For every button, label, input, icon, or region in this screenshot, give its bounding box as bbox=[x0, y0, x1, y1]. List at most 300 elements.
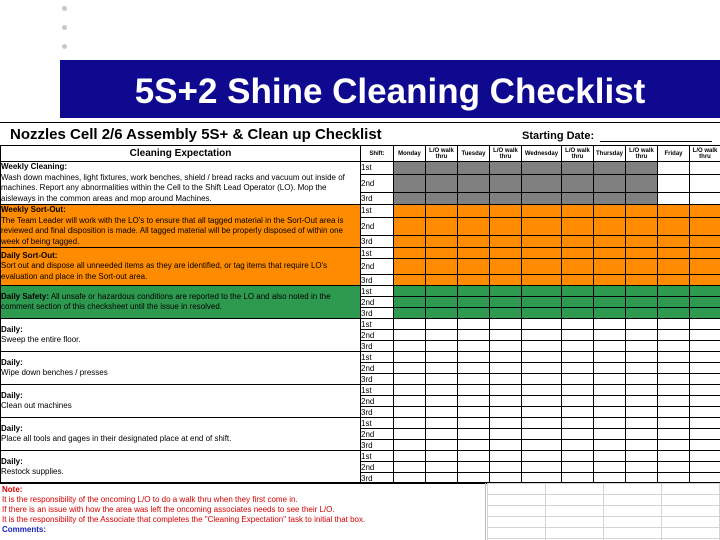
note-line: It is the responsibility of the oncoming L/O to do a walk thru when they first come in. bbox=[2, 495, 298, 504]
table-row bbox=[1, 205, 720, 218]
initial-box[interactable] bbox=[426, 308, 458, 319]
initial-box[interactable] bbox=[522, 451, 562, 462]
initial-box[interactable] bbox=[690, 286, 720, 297]
initial-box[interactable] bbox=[658, 363, 690, 374]
initial-box[interactable] bbox=[594, 462, 626, 473]
initial-box[interactable] bbox=[458, 407, 490, 418]
table-row bbox=[1, 319, 720, 330]
shift-cell: 3rd bbox=[361, 407, 394, 418]
task-title: Weekly Cleaning: bbox=[1, 162, 68, 171]
initial-box[interactable] bbox=[690, 248, 720, 259]
initial-box[interactable] bbox=[658, 162, 690, 175]
initial-box[interactable] bbox=[658, 308, 690, 319]
initial-box[interactable] bbox=[426, 259, 458, 275]
initial-box[interactable] bbox=[594, 217, 626, 236]
initial-box[interactable] bbox=[626, 396, 658, 407]
initial-box[interactable] bbox=[594, 407, 626, 418]
initial-box[interactable] bbox=[562, 162, 594, 175]
initial-box[interactable] bbox=[522, 193, 562, 205]
initial-box[interactable] bbox=[690, 193, 720, 205]
initial-box[interactable] bbox=[626, 407, 658, 418]
initial-box[interactable] bbox=[522, 286, 562, 297]
initial-box[interactable] bbox=[562, 440, 594, 451]
initial-box[interactable] bbox=[594, 275, 626, 286]
initial-box[interactable] bbox=[562, 385, 594, 396]
initial-box[interactable] bbox=[658, 451, 690, 462]
sheet-title: Nozzles Cell 2/6 Assembly 5S+ & Clean up Checklist bbox=[10, 126, 382, 143]
initial-box[interactable] bbox=[426, 429, 458, 440]
initial-box[interactable] bbox=[394, 396, 426, 407]
initial-box[interactable] bbox=[458, 451, 490, 462]
initial-box[interactable] bbox=[394, 363, 426, 374]
initial-box[interactable] bbox=[594, 319, 626, 330]
initial-box[interactable] bbox=[490, 162, 522, 175]
initial-box[interactable] bbox=[426, 451, 458, 462]
initial-box[interactable] bbox=[658, 236, 690, 248]
initial-box[interactable] bbox=[594, 341, 626, 352]
shift-cell: 3rd bbox=[361, 236, 394, 248]
initial-box[interactable] bbox=[426, 363, 458, 374]
initial-box[interactable] bbox=[658, 193, 690, 205]
shift-cell: 3rd bbox=[361, 440, 394, 451]
initial-box[interactable] bbox=[562, 297, 594, 308]
initial-box[interactable] bbox=[490, 319, 522, 330]
initial-box[interactable] bbox=[458, 162, 490, 175]
initial-box[interactable] bbox=[594, 330, 626, 341]
shift-cell: 1st bbox=[361, 319, 394, 330]
initial-box[interactable] bbox=[658, 462, 690, 473]
initial-box[interactable] bbox=[690, 308, 720, 319]
task-title: Daily Sort-Out: bbox=[1, 250, 58, 260]
initial-box[interactable] bbox=[522, 462, 562, 473]
initial-box[interactable] bbox=[690, 407, 720, 418]
table-row bbox=[1, 385, 720, 396]
initial-box[interactable] bbox=[458, 429, 490, 440]
initial-box[interactable] bbox=[490, 451, 522, 462]
initial-box[interactable] bbox=[426, 174, 458, 193]
initial-box[interactable] bbox=[626, 174, 658, 193]
initial-box[interactable] bbox=[690, 205, 720, 218]
initial-box[interactable] bbox=[594, 374, 626, 385]
initial-box[interactable] bbox=[458, 385, 490, 396]
table-row bbox=[1, 286, 720, 297]
initial-box[interactable] bbox=[658, 330, 690, 341]
initial-box[interactable] bbox=[394, 385, 426, 396]
initial-box[interactable] bbox=[394, 217, 426, 236]
initial-box[interactable] bbox=[458, 330, 490, 341]
initial-box[interactable] bbox=[594, 193, 626, 205]
initial-box[interactable] bbox=[594, 429, 626, 440]
initial-box[interactable] bbox=[658, 385, 690, 396]
task-description: All unsafe or hazardous conditions are reported to the LO and also noted in the comment section of this checksheet until the issue in resolved. bbox=[1, 291, 331, 311]
initial-box[interactable] bbox=[658, 440, 690, 451]
initial-box[interactable] bbox=[594, 286, 626, 297]
initial-box[interactable] bbox=[490, 352, 522, 363]
initial-box[interactable] bbox=[522, 308, 562, 319]
initial-box[interactable] bbox=[490, 308, 522, 319]
shift-cell: 1st bbox=[361, 162, 394, 175]
initial-box[interactable] bbox=[562, 363, 594, 374]
initial-box[interactable] bbox=[426, 162, 458, 175]
initial-box[interactable] bbox=[658, 418, 690, 429]
initial-box[interactable] bbox=[490, 205, 522, 218]
initial-box[interactable] bbox=[426, 248, 458, 259]
initial-box[interactable] bbox=[394, 462, 426, 473]
initial-box[interactable] bbox=[426, 275, 458, 286]
initial-box[interactable] bbox=[562, 286, 594, 297]
initial-box[interactable] bbox=[690, 440, 720, 451]
day-header: Friday bbox=[658, 146, 690, 162]
initial-box[interactable] bbox=[690, 330, 720, 341]
initial-box[interactable] bbox=[562, 205, 594, 218]
initial-box[interactable] bbox=[690, 259, 720, 275]
initial-box[interactable] bbox=[522, 352, 562, 363]
initial-box[interactable] bbox=[522, 275, 562, 286]
initial-box[interactable] bbox=[394, 308, 426, 319]
bullet-dot bbox=[62, 44, 67, 49]
initial-box[interactable] bbox=[394, 418, 426, 429]
initial-box[interactable] bbox=[522, 407, 562, 418]
initial-box[interactable] bbox=[562, 451, 594, 462]
initial-box[interactable] bbox=[594, 451, 626, 462]
initial-box[interactable] bbox=[522, 297, 562, 308]
table-row bbox=[1, 352, 720, 363]
initial-box[interactable] bbox=[490, 462, 522, 473]
initial-box[interactable] bbox=[458, 308, 490, 319]
day-header: Thursday bbox=[594, 146, 626, 162]
initial-box[interactable] bbox=[690, 217, 720, 236]
initial-box[interactable] bbox=[626, 205, 658, 218]
initial-box[interactable] bbox=[458, 248, 490, 259]
initial-box[interactable] bbox=[562, 407, 594, 418]
initial-box[interactable] bbox=[690, 462, 720, 473]
initial-box[interactable] bbox=[426, 462, 458, 473]
initial-box[interactable] bbox=[522, 174, 562, 193]
initial-box[interactable] bbox=[594, 297, 626, 308]
initial-box[interactable] bbox=[458, 418, 490, 429]
initial-box[interactable] bbox=[690, 341, 720, 352]
initial-box[interactable] bbox=[522, 162, 562, 175]
initial-box[interactable] bbox=[626, 217, 658, 236]
initial-box[interactable] bbox=[394, 451, 426, 462]
initial-box[interactable] bbox=[490, 297, 522, 308]
initial-box[interactable] bbox=[594, 363, 626, 374]
initial-box[interactable] bbox=[658, 297, 690, 308]
initial-box[interactable] bbox=[626, 319, 658, 330]
initial-box[interactable] bbox=[426, 205, 458, 218]
initial-box[interactable] bbox=[562, 308, 594, 319]
initial-box[interactable] bbox=[394, 407, 426, 418]
initial-box[interactable] bbox=[690, 162, 720, 175]
initial-box[interactable] bbox=[490, 341, 522, 352]
initial-box[interactable] bbox=[658, 429, 690, 440]
initial-box[interactable] bbox=[458, 352, 490, 363]
initial-box[interactable] bbox=[394, 297, 426, 308]
initial-box[interactable] bbox=[394, 341, 426, 352]
initial-box[interactable] bbox=[394, 162, 426, 175]
initial-box[interactable] bbox=[522, 396, 562, 407]
initial-box[interactable] bbox=[594, 174, 626, 193]
initial-box[interactable] bbox=[594, 396, 626, 407]
initial-box[interactable] bbox=[394, 236, 426, 248]
initial-box[interactable] bbox=[490, 217, 522, 236]
initial-box[interactable] bbox=[458, 462, 490, 473]
initial-box[interactable] bbox=[562, 352, 594, 363]
initial-box[interactable] bbox=[562, 236, 594, 248]
initial-box[interactable] bbox=[690, 352, 720, 363]
initial-box[interactable] bbox=[426, 396, 458, 407]
initial-box[interactable] bbox=[562, 193, 594, 205]
initial-box[interactable] bbox=[426, 193, 458, 205]
initial-box[interactable] bbox=[458, 319, 490, 330]
initial-box[interactable] bbox=[394, 352, 426, 363]
initial-box[interactable] bbox=[658, 259, 690, 275]
initial-box[interactable] bbox=[562, 374, 594, 385]
note-label: Note: bbox=[2, 485, 23, 494]
initial-box[interactable] bbox=[426, 297, 458, 308]
initial-box[interactable] bbox=[626, 451, 658, 462]
initial-box[interactable] bbox=[690, 319, 720, 330]
initial-box[interactable] bbox=[490, 259, 522, 275]
initial-box[interactable] bbox=[658, 174, 690, 193]
initial-box[interactable] bbox=[426, 217, 458, 236]
initial-box[interactable] bbox=[490, 407, 522, 418]
initial-box[interactable] bbox=[522, 440, 562, 451]
initial-box[interactable] bbox=[626, 374, 658, 385]
initial-box[interactable] bbox=[626, 286, 658, 297]
initial-box[interactable] bbox=[658, 205, 690, 218]
initial-box[interactable] bbox=[394, 286, 426, 297]
initial-box[interactable] bbox=[562, 275, 594, 286]
initial-box[interactable] bbox=[522, 205, 562, 218]
initial-box[interactable] bbox=[690, 236, 720, 248]
initial-box[interactable] bbox=[562, 462, 594, 473]
initial-box[interactable] bbox=[690, 174, 720, 193]
initial-box[interactable] bbox=[658, 352, 690, 363]
initial-box[interactable] bbox=[658, 248, 690, 259]
initial-box[interactable] bbox=[458, 374, 490, 385]
initial-box[interactable] bbox=[394, 205, 426, 218]
initial-box[interactable] bbox=[626, 462, 658, 473]
initial-box[interactable] bbox=[458, 286, 490, 297]
shift-cell: 1st bbox=[361, 205, 394, 218]
initial-box[interactable] bbox=[626, 363, 658, 374]
initial-box[interactable] bbox=[690, 363, 720, 374]
initial-box[interactable] bbox=[490, 193, 522, 205]
initial-box[interactable] bbox=[690, 451, 720, 462]
initial-box[interactable] bbox=[690, 275, 720, 286]
initial-box[interactable] bbox=[594, 385, 626, 396]
initial-box[interactable] bbox=[490, 418, 522, 429]
initial-box[interactable] bbox=[426, 319, 458, 330]
initial-box[interactable] bbox=[426, 418, 458, 429]
comments-grid[interactable] bbox=[487, 483, 720, 540]
initial-box[interactable] bbox=[426, 407, 458, 418]
shift-cell: 2nd bbox=[361, 462, 394, 473]
initial-box[interactable] bbox=[626, 341, 658, 352]
task-description: Clean out machines bbox=[1, 401, 72, 410]
initial-box[interactable] bbox=[626, 352, 658, 363]
initial-box[interactable] bbox=[394, 174, 426, 193]
initial-box[interactable] bbox=[490, 275, 522, 286]
initial-box[interactable] bbox=[458, 205, 490, 218]
initial-box[interactable] bbox=[626, 193, 658, 205]
initial-box[interactable] bbox=[658, 407, 690, 418]
initial-box[interactable] bbox=[426, 440, 458, 451]
initial-box[interactable] bbox=[658, 217, 690, 236]
task-title: Daily: bbox=[1, 456, 23, 466]
shift-cell: 3rd bbox=[361, 275, 394, 286]
initial-box[interactable] bbox=[626, 418, 658, 429]
initial-box[interactable] bbox=[426, 385, 458, 396]
initial-box[interactable] bbox=[490, 374, 522, 385]
initial-box[interactable] bbox=[626, 308, 658, 319]
starting-date-field[interactable] bbox=[600, 141, 712, 142]
initial-box[interactable] bbox=[690, 374, 720, 385]
initial-box[interactable] bbox=[522, 385, 562, 396]
initial-box[interactable] bbox=[394, 248, 426, 259]
bullet-list bbox=[62, 6, 67, 63]
initial-box[interactable] bbox=[626, 330, 658, 341]
initial-box[interactable] bbox=[394, 193, 426, 205]
initial-box[interactable] bbox=[522, 248, 562, 259]
initial-box[interactable] bbox=[658, 374, 690, 385]
initial-box[interactable] bbox=[490, 174, 522, 193]
initial-box[interactable] bbox=[522, 374, 562, 385]
initial-box[interactable] bbox=[562, 259, 594, 275]
initial-box[interactable] bbox=[658, 319, 690, 330]
initial-box[interactable] bbox=[522, 429, 562, 440]
task-title: Daily: bbox=[1, 357, 23, 367]
initial-box[interactable] bbox=[594, 440, 626, 451]
task-description: Wash down machines, light fixtures, work benches, shield / bread racks and vacuum out inside of machines. Report any abnormalities within the Cell to the Shift Lead Operator (LO). Mop the aisleways in the common areas and mop around Machines. bbox=[1, 172, 345, 203]
comments-label: Comments: bbox=[2, 525, 47, 534]
initial-box[interactable] bbox=[426, 236, 458, 248]
initial-box[interactable] bbox=[658, 396, 690, 407]
initial-box[interactable] bbox=[522, 217, 562, 236]
initial-box[interactable] bbox=[626, 275, 658, 286]
initial-box[interactable] bbox=[458, 396, 490, 407]
cleaning-expectation-header: Cleaning Expectation bbox=[1, 146, 361, 162]
initial-box[interactable] bbox=[626, 440, 658, 451]
initial-box[interactable] bbox=[626, 297, 658, 308]
initial-box[interactable] bbox=[690, 396, 720, 407]
initial-box[interactable] bbox=[690, 297, 720, 308]
initial-box[interactable] bbox=[562, 341, 594, 352]
initial-box[interactable] bbox=[426, 330, 458, 341]
initial-box[interactable] bbox=[490, 236, 522, 248]
initial-box[interactable] bbox=[562, 174, 594, 193]
initial-box[interactable] bbox=[522, 418, 562, 429]
initial-box[interactable] bbox=[594, 418, 626, 429]
initial-box[interactable] bbox=[458, 193, 490, 205]
initial-box[interactable] bbox=[458, 440, 490, 451]
initial-box[interactable] bbox=[562, 330, 594, 341]
initial-box[interactable] bbox=[458, 363, 490, 374]
task-description: The Team Leader will work with the LO's to ensure that all tagged material in the Sort-Out area is reviewed and final disposition is made. All tagged material will be properly disposed of within one week of being tagged. bbox=[1, 215, 344, 246]
initial-box[interactable] bbox=[490, 330, 522, 341]
task-description: Sort out and dispose all unneeded items as they are identified, or tag items that require LO's evaluation and place in the Sort-out area. bbox=[1, 261, 328, 281]
initial-box[interactable] bbox=[394, 330, 426, 341]
initial-box[interactable] bbox=[658, 341, 690, 352]
shift-cell: 3rd bbox=[361, 473, 394, 484]
initial-box[interactable] bbox=[562, 418, 594, 429]
initial-box[interactable] bbox=[458, 236, 490, 248]
initial-box[interactable] bbox=[594, 352, 626, 363]
initial-box[interactable] bbox=[658, 286, 690, 297]
initial-box[interactable] bbox=[458, 341, 490, 352]
initial-box[interactable] bbox=[690, 418, 720, 429]
initial-box[interactable] bbox=[594, 236, 626, 248]
initial-box[interactable] bbox=[426, 374, 458, 385]
initial-box[interactable] bbox=[490, 286, 522, 297]
initial-box[interactable] bbox=[458, 217, 490, 236]
initial-box[interactable] bbox=[522, 363, 562, 374]
initial-box[interactable] bbox=[626, 162, 658, 175]
task-title: Daily Safety: bbox=[1, 291, 50, 301]
initial-box[interactable] bbox=[490, 363, 522, 374]
initial-box[interactable] bbox=[426, 286, 458, 297]
initial-box[interactable] bbox=[626, 248, 658, 259]
initial-box[interactable] bbox=[594, 162, 626, 175]
initial-box[interactable] bbox=[490, 248, 522, 259]
task-cell bbox=[1, 451, 361, 484]
initial-box[interactable] bbox=[626, 236, 658, 248]
initial-box[interactable] bbox=[458, 275, 490, 286]
initial-box[interactable] bbox=[426, 352, 458, 363]
initial-box[interactable] bbox=[658, 275, 690, 286]
title-banner bbox=[60, 60, 720, 118]
initial-box[interactable] bbox=[594, 259, 626, 275]
initial-box[interactable] bbox=[394, 440, 426, 451]
initial-box[interactable] bbox=[490, 396, 522, 407]
initial-box[interactable] bbox=[690, 385, 720, 396]
initial-box[interactable] bbox=[394, 275, 426, 286]
initial-box[interactable] bbox=[690, 429, 720, 440]
initial-box[interactable] bbox=[562, 248, 594, 259]
initial-box[interactable] bbox=[626, 259, 658, 275]
initial-box[interactable] bbox=[458, 259, 490, 275]
task-cell bbox=[1, 205, 361, 248]
initial-box[interactable] bbox=[458, 297, 490, 308]
initial-box[interactable] bbox=[562, 396, 594, 407]
initial-box[interactable] bbox=[394, 259, 426, 275]
initial-box[interactable] bbox=[490, 429, 522, 440]
initial-box[interactable] bbox=[522, 236, 562, 248]
initial-box[interactable] bbox=[626, 429, 658, 440]
shift-cell: 2nd bbox=[361, 174, 394, 193]
initial-box[interactable] bbox=[626, 385, 658, 396]
initial-box[interactable] bbox=[394, 429, 426, 440]
initial-box[interactable] bbox=[458, 174, 490, 193]
initial-box[interactable] bbox=[562, 429, 594, 440]
initial-box[interactable] bbox=[490, 440, 522, 451]
initial-box[interactable] bbox=[522, 341, 562, 352]
shift-cell: 2nd bbox=[361, 330, 394, 341]
initial-box[interactable] bbox=[562, 319, 594, 330]
initial-box[interactable] bbox=[594, 205, 626, 218]
initial-box[interactable] bbox=[490, 385, 522, 396]
initial-box[interactable] bbox=[394, 319, 426, 330]
initial-box[interactable] bbox=[522, 319, 562, 330]
initial-box[interactable] bbox=[594, 248, 626, 259]
initial-box[interactable] bbox=[522, 330, 562, 341]
initial-box[interactable] bbox=[522, 259, 562, 275]
initial-box[interactable] bbox=[394, 374, 426, 385]
initial-box[interactable] bbox=[594, 308, 626, 319]
initial-box[interactable] bbox=[562, 217, 594, 236]
initial-box[interactable] bbox=[426, 341, 458, 352]
